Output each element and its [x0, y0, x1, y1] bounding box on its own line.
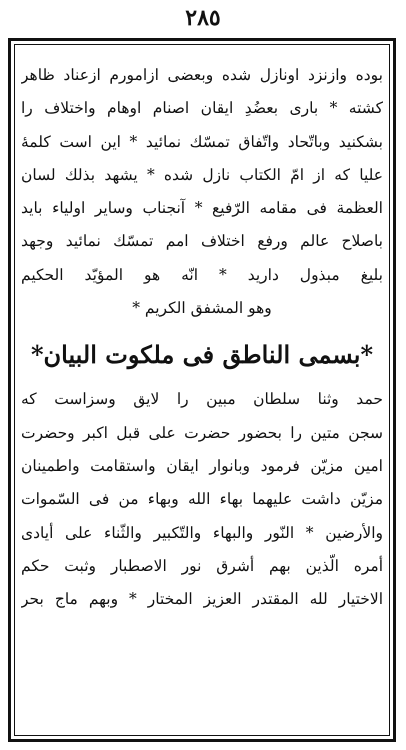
text-line: سجن متين را بحضور حضرت على قبل اكبر وحضرت [21, 423, 383, 442]
page-number: ٢٨٥ [185, 5, 221, 31]
text-line: والأرضين * النّور والبهاء والتّكبير والثّناء على أيادى [21, 523, 383, 542]
text-line: بليغ مبذول داريد * انّه هو المؤيّد الحكيم [21, 265, 383, 284]
text-line: مزيّن داشت عليهما بهاء الله وبهاء من فى السّموات [21, 490, 383, 509]
text-line: كشته * بارى بعضُدِ ايقان اصنام اوهام واختلاف را [21, 99, 383, 118]
section-heading: *بسمى الناطق فى ملكوت البيان* [30, 340, 374, 370]
text-line: عليا كه از امّ الكتاب نازل شده * يشهد بذلك لسان [21, 165, 383, 184]
text-line: بوده وازنزد اونازل شده وبعضى ازامورم ازعناد ظاهر [21, 66, 383, 84]
page-text-block [21, 59, 383, 731]
text-line: بشكنيد وباتّحاد واتّفاق تمسّك نمائيد * اين است كلمهٔ [21, 132, 383, 151]
text-line: حمد وثنا سلطان مبين را لايق وسزاست كه [21, 390, 383, 409]
text-line: أمره الّذين بهم أشرق نور الاصطبار وثبت حكم [21, 556, 383, 575]
text-line: باصلاح عالم ورفع اختلاف امم تمسّك نمائيد وجهد [21, 232, 383, 251]
text-line: العظمة فى مقامه الرّفيع * آنجناب وساير اولياء بايد [21, 199, 383, 218]
text-line: الاختيار لله المقتدر العزيز المختار * وبهم ماج بحر [21, 590, 383, 609]
closing-line: وهو المشفق الكريم * [132, 299, 272, 318]
page-border [8, 38, 396, 742]
text-line: امين مزيّن فرمود وبانوار ايقان واستقامت واطمينان [21, 456, 383, 475]
